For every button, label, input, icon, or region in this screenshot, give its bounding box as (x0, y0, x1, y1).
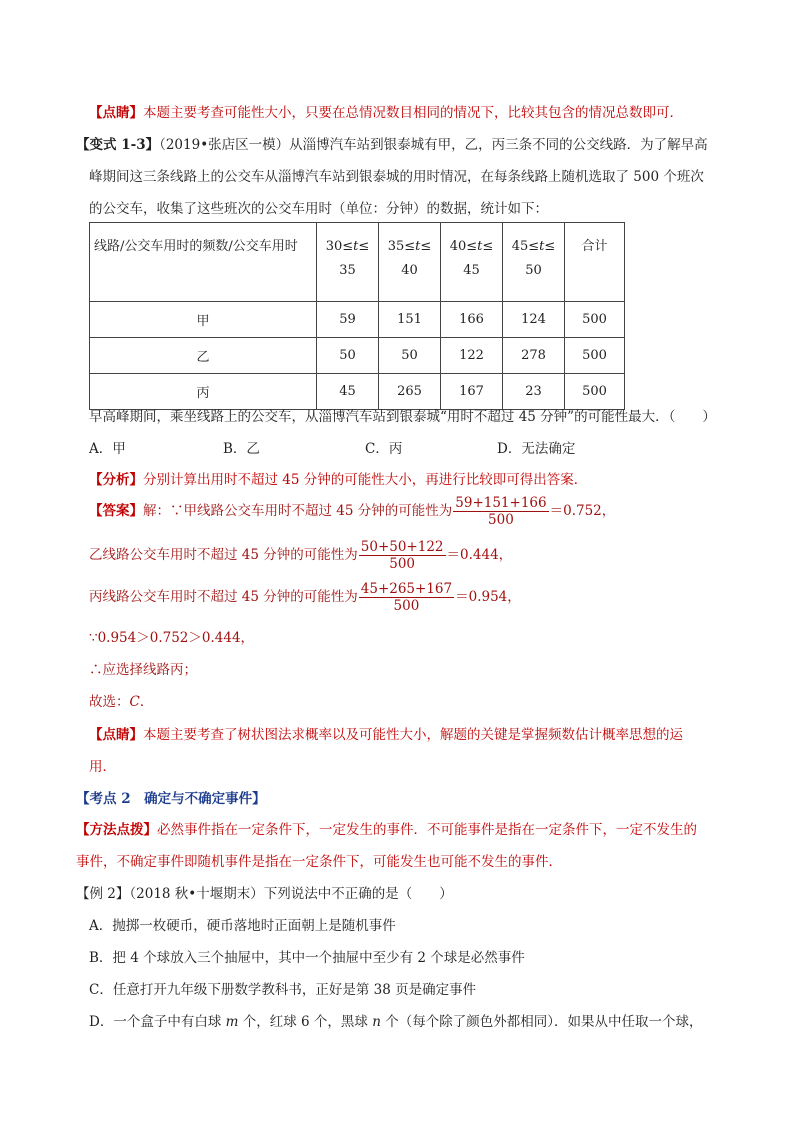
answer-line-3: 丙线路公交车用时不超过 45 分钟的可能性为 $\frac{45+265+167}{500}$ ＝0.954， (89, 581, 521, 615)
table-cell: 59 (317, 302, 379, 338)
answer-tag: 【答案】 (89, 503, 143, 520)
example-option-d: D．一个盒子中有白球 m 个，红球 6 个，黑球 n 个（每个除了颜色外都相同）．如果从中任取一个球， (89, 1014, 703, 1030)
table-header-row (90, 223, 625, 302)
example-option-c: C．任意打开九年级下册数学教科书，正好是第 38 页是确定事件 (89, 982, 477, 998)
table-header-cell: 40≤t≤ 45 (441, 223, 503, 302)
table-cell: 265 (379, 374, 441, 410)
note-paragraph-2-cont: 用． (89, 759, 116, 775)
table-row (90, 302, 625, 338)
table-cell: 278 (503, 338, 565, 374)
table-cell: 151 (379, 302, 441, 338)
analysis-text: 分别计算出用时不超过 45 分钟的可能性大小，再进行比较即可得出答案． (143, 472, 588, 488)
table-row-label: 甲 (90, 302, 317, 338)
answer-compare: ∵0.954＞0.752＞0.444， (89, 630, 255, 646)
table-cell: 500 (565, 374, 625, 410)
method-tag: 【方法点拨】 (76, 822, 157, 838)
table-row-label: 丙 (90, 374, 317, 410)
note-tag: 【点睛】 (89, 105, 143, 121)
table-header-cell: 35≤t≤ 40 (379, 223, 441, 302)
answer-line-2: 乙线路公交车用时不超过 45 分钟的可能性为 $\frac{50+50+122}{500}$ ＝0.444， (89, 539, 513, 573)
table-cell: 45 (317, 374, 379, 410)
table-cell: 500 (565, 302, 625, 338)
example-line: 【例 2】（2018 秋•十堰期末）下列说法中不正确的是（ ） (76, 886, 453, 902)
table-cell: 50 (379, 338, 441, 374)
variant-line-2: 峰期间这三条线路上的公交车从淄博汽车站到银泰城的用时情况，在每条线路上随机选取了 500 个班次 (89, 169, 704, 185)
variant-text-1: （2019•张店区一模）从淄博汽车站到银泰城有甲，乙，丙三条不同的公交线路．为了解早高 (159, 137, 708, 153)
option-a: A．甲 (89, 441, 126, 457)
table-cell: 166 (441, 302, 503, 338)
variant-line-3: 的公交车，收集了这些班次的公交车用时（单位：分钟）的数据，统计如下： (89, 201, 548, 217)
table-cell: 167 (441, 374, 503, 410)
note-text: 本题主要考查了树状图法求概率以及可能性大小，解题的关键是掌握频数估计概率思想的运 (143, 727, 683, 743)
fraction-bing: $\frac{45+265+167}{500}$ (360, 581, 453, 615)
example-option-a: A．抛掷一枚硬币，硬币落地时正面朝上是随机事件 (89, 918, 396, 934)
variant-line-1 (76, 133, 708, 153)
variant-tag: 【变式 1-3】 (76, 137, 160, 153)
fraction-jia: $\frac{59+151+166}{500}$ (455, 495, 547, 529)
answer-choice: 故选：C． (89, 694, 154, 710)
option-c: C．丙 (365, 441, 403, 457)
option-d: D．无法确定 (497, 441, 576, 457)
table-row-label: 乙 (90, 338, 317, 374)
answer-conclude: ∴应选择线路丙； (89, 662, 197, 678)
table-cell: 500 (565, 338, 625, 374)
note-text: 本题主要考查可能性大小，只要在总情况数目相同的情况下，比较其包含的情况总数即可． (143, 105, 683, 121)
note-tag: 【点睛】 (89, 727, 143, 743)
analysis-paragraph (89, 468, 587, 488)
example-option-b: B．把 4 个球放入三个抽屉中，其中一个抽屉中至少有 2 个球是必然事件 (89, 950, 525, 966)
fraction-yi: $\frac{50+50+122}{500}$ (360, 539, 444, 573)
table-row (90, 338, 625, 374)
table-header-cell: 45≤t≤ 50 (503, 223, 565, 302)
table-cell: 23 (503, 374, 565, 410)
table-cell: 50 (317, 338, 379, 374)
table-cell: 124 (503, 302, 565, 338)
example-tag: 【例 2】 (76, 886, 130, 902)
note-paragraph-1 (89, 101, 683, 121)
table-cell: 122 (441, 338, 503, 374)
method-line-1: 【方法点拨】必然事件指在一定条件下，一定发生的事件．不可能事件是指在一定条件下，一定不发生的 (76, 822, 697, 838)
table-corner-header: 线路/公交车用时的频数/公交车用时 (90, 223, 317, 302)
section-heading: 【考点 2 确定与不确定事件】 (76, 791, 266, 807)
method-line-2: 事件，不确定事件即随机事件是指在一定条件下，可能发生也可能不发生的事件． (76, 854, 562, 870)
table-header-total: 合计 (565, 223, 625, 302)
question-text: 早高峰期间，乘坐线路上的公交车，从淄博汽车站到银泰城“用时不超过 45 分钟”的可能性最大．（ ） (89, 409, 716, 425)
option-b: B．乙 (223, 441, 260, 457)
note-paragraph-2 (89, 723, 683, 743)
answer-line-1: 【答案】解：∵甲线路公交车用时不超过 45 分钟的可能性为 $\frac{59+151+166}{500}$ ＝0.752， (89, 495, 616, 529)
analysis-tag: 【分析】 (89, 472, 143, 488)
commute-time-table (89, 222, 625, 410)
table-header-cell: 30≤t≤ 35 (317, 223, 379, 302)
